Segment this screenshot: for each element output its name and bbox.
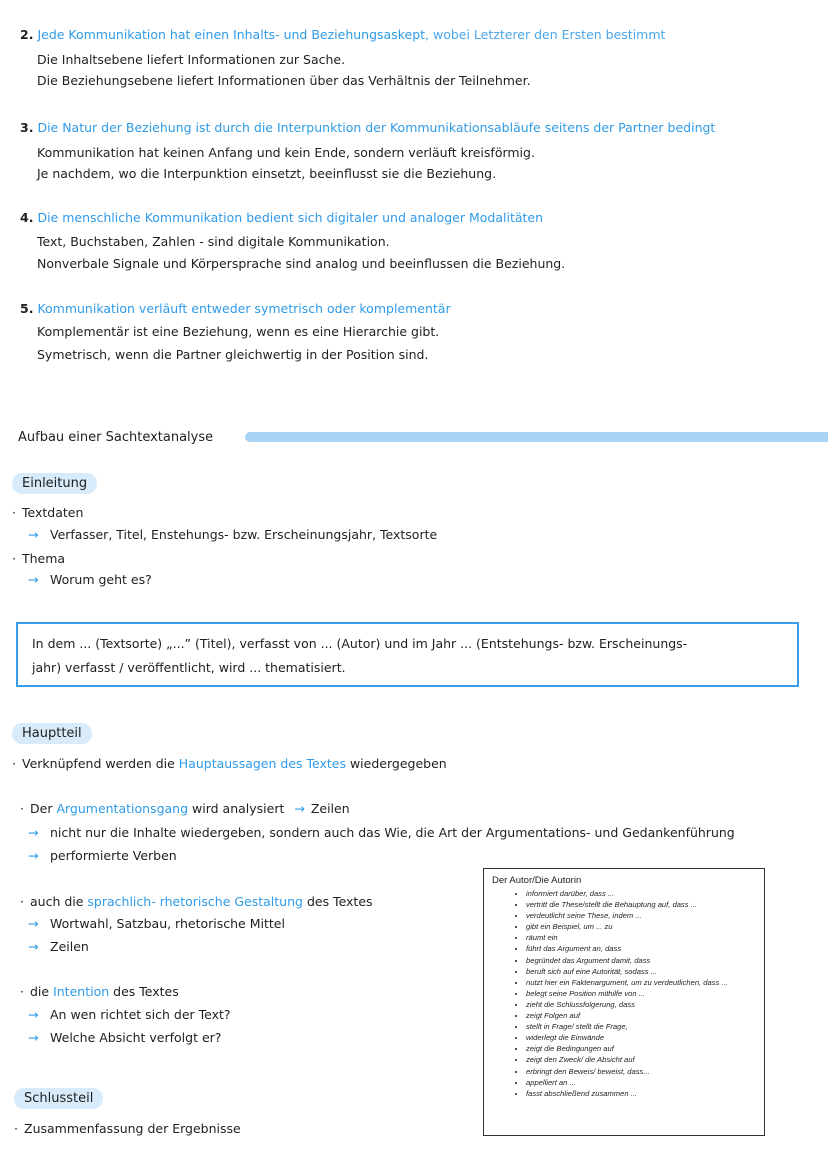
point-2-line-1: Die Inhaltsebene liefert Informationen zur Sache. <box>37 52 346 67</box>
hauptteil-point-3: · auch die sprachlich- rhetorische Gestaltung des Textes <box>20 894 373 909</box>
list-item: • stellt in Frage/ stellt die Frage, <box>526 1021 756 1032</box>
list-item: • zeigt den Zweck/ die Absicht auf <box>526 1054 756 1065</box>
list-item: • beruft sich auf eine Autorität, sodass ... <box>526 966 756 977</box>
einleitung-label: Einleitung <box>12 473 97 494</box>
keyword: Intention <box>53 984 110 999</box>
point-4-line-2: Nonverbale Signale und Körpersprache sind analog und beeinflussen die Beziehung. <box>37 256 566 271</box>
text: wird analysiert <box>188 801 285 816</box>
arrow-icon: → <box>28 1007 39 1022</box>
arrow-text: An wen richtet sich der Text? <box>50 1007 231 1022</box>
point-3-heading <box>20 120 715 135</box>
point-2-line-2: Die Beziehungsebene liefert Informationen über das Verhältnis der Teilnehmer. <box>37 73 531 88</box>
aufbau-title: Aufbau einer Sachtextanalyse <box>18 430 214 445</box>
point-5-line-1: Komplementär ist eine Beziehung, wenn es eine Hierarchie gibt. <box>37 324 440 339</box>
hauptteil-point-4-arrow-1 <box>28 1007 231 1022</box>
template-line-2: jahr) verfasst / veröffentlicht, wird ... thematisiert. <box>32 660 346 675</box>
text: des Textes <box>302 894 373 909</box>
list-item: • fasst abschließend zusammen ... <box>526 1088 756 1099</box>
arrow-text: Welche Absicht verfolgt er? <box>50 1030 222 1045</box>
text: die <box>30 984 54 999</box>
einleitung-bullet-1: · Textdaten <box>12 505 84 520</box>
text: Verknüpfend werden die <box>22 756 179 771</box>
point-heading-blue: Die menschliche Kommunikation bedient sich digitaler und analoger Modalitäten <box>37 210 544 225</box>
list-item: • vertritt die These/stellt die Behauptung auf, dass ... <box>526 899 756 910</box>
arrow-icon: → <box>28 1030 39 1045</box>
arrow-text: Wortwahl, Satzbau, rhetorische Mittel <box>50 916 285 931</box>
list-item: • zeigt die Bedingungen auf <box>526 1043 756 1054</box>
arrow-text: Verfasser, Titel, Enstehungs- bzw. Erscheinungsjahr, Textsorte <box>50 527 438 542</box>
arrow-text: Zeilen <box>50 939 89 954</box>
einleitung-arrow-2 <box>28 572 152 587</box>
text: Der <box>30 801 57 816</box>
point-4-line-1: Text, Buchstaben, Zahlen - sind digitale Kommunikation. <box>37 234 390 249</box>
arrow-icon: → <box>28 848 39 863</box>
template-line-1: In dem ... (Textsorte) „...” (Titel), verfasst von ... (Autor) und im Jahr ... (Entstehungs- bzw. Erscheinungs- <box>32 636 688 651</box>
schlussteil-bullet-1: · Zusammenfassung der Ergebnisse <box>14 1121 241 1136</box>
point-3-line-1: Kommunikation hat keinen Anfang und kein Ende, sondern verläuft kreisförmig. <box>37 145 535 160</box>
hauptteil-point-4-arrow-2 <box>28 1030 221 1045</box>
schlussteil-label: Schlussteil <box>14 1088 103 1109</box>
bullet-text: Zusammenfassung der Ergebnisse <box>24 1121 241 1136</box>
arrow-text: nicht nur die Inhalte wiedergeben, sondern auch das Wie, die Art der Argumentations- und Gedankenführung <box>50 825 735 840</box>
hauptteil-point-2: · Der Argumentationsgang wird analysiert → Zeilen <box>20 801 350 816</box>
text: Zeilen <box>310 801 350 816</box>
list-item: • erbringt den Beweis/ beweist, dass... <box>526 1066 756 1077</box>
list-item: • zeigt Folgen auf <box>526 1010 756 1021</box>
point-4-heading <box>20 210 543 225</box>
einleitung-arrow-1 <box>28 527 437 542</box>
hauptteil-label: Hauptteil <box>12 723 92 744</box>
point-5-heading <box>20 301 451 316</box>
list-item: • belegt seine Position mithilfe von ... <box>526 988 756 999</box>
point-3-line-2: Je nachdem, wo die Interpunktion einsetzt, beeinflusst sie die Beziehung. <box>37 166 497 181</box>
arrow-icon: → <box>28 939 39 954</box>
hauptteil-point-4: · die Intention des Textes <box>20 984 179 999</box>
arrow-icon: → <box>28 527 39 542</box>
list-item: • verdeutlicht seine These, indem ... <box>526 910 756 921</box>
arrow-text: performierte Verben <box>50 848 177 863</box>
list-item: • gibt ein Beispiel, um ... zu <box>526 921 756 932</box>
hauptteil-point-3-arrow-2 <box>28 939 89 954</box>
point-heading-blue: Die Natur der Beziehung ist durch die Interpunktion der Kommunikationsabläufe seitens der Partner bedingt <box>37 120 716 135</box>
bullet-text: Thema <box>22 551 66 566</box>
hauptteil-point-3-arrow-1 <box>28 916 285 931</box>
hauptteil-point-2-arrow-2 <box>28 848 177 863</box>
list-item: • begründet das Argument damit, dass <box>526 955 756 966</box>
list-item: • widerlegt die Einwände <box>526 1032 756 1043</box>
arrow-icon: → <box>28 825 39 840</box>
hauptteil-point-1: · Verknüpfend werden die Hauptaussagen des Textes wiedergegeben <box>12 756 447 771</box>
keyword: Hauptaussagen des Textes <box>178 756 346 771</box>
point-5-line-2: Symetrisch, wenn die Partner gleichwertig in der Position sind. <box>37 347 429 362</box>
autor-verb-box <box>483 868 765 1136</box>
arrow-icon: → <box>28 572 39 587</box>
point-heading-blue: Kommunikation verläuft entweder symetrisch oder komplementär <box>37 301 451 316</box>
arrow-icon: → <box>294 801 305 816</box>
bullet-text: Textdaten <box>22 505 84 520</box>
hauptteil-point-2-arrow-1 <box>28 825 735 840</box>
einleitung-bullet-2: · Thema <box>12 551 66 566</box>
point-heading-blue: Jede Kommunikation hat einen Inhalts- und Beziehungsaskept <box>37 27 426 42</box>
keyword: sprachlich- rhetorische Gestaltung <box>87 894 303 909</box>
arrow-text: Worum geht es? <box>50 572 152 587</box>
text: auch die <box>30 894 88 909</box>
autor-verb-list <box>492 888 756 1099</box>
point-number: 2. <box>20 27 34 42</box>
list-item: • informiert darüber, dass ... <box>526 888 756 899</box>
autor-box-title: Der Autor/Die Autorin <box>492 875 582 886</box>
einleitung-template-box <box>16 622 799 687</box>
keyword: Argumentationsgang <box>56 801 189 816</box>
list-item: • zieht die Schlussfolgerung, dass <box>526 999 756 1010</box>
list-item: • appelliert an ... <box>526 1077 756 1088</box>
point-number: 3. <box>20 120 34 135</box>
title-bar <box>245 432 828 442</box>
point-heading-rest: , wobei Letzterer den Ersten bestimmt <box>425 27 666 42</box>
list-item: • nutzt hier ein Faktenargument, um zu verdeutlichen, dass ... <box>526 977 756 988</box>
point-number: 4. <box>20 210 34 225</box>
text: des Textes <box>109 984 179 999</box>
list-item: • führt das Argument an, dass <box>526 943 756 954</box>
text: wiedergegeben <box>345 756 447 771</box>
list-item: • räumt ein <box>526 932 756 943</box>
point-number: 5. <box>20 301 34 316</box>
arrow-icon: → <box>28 916 39 931</box>
point-2-heading <box>20 27 665 42</box>
